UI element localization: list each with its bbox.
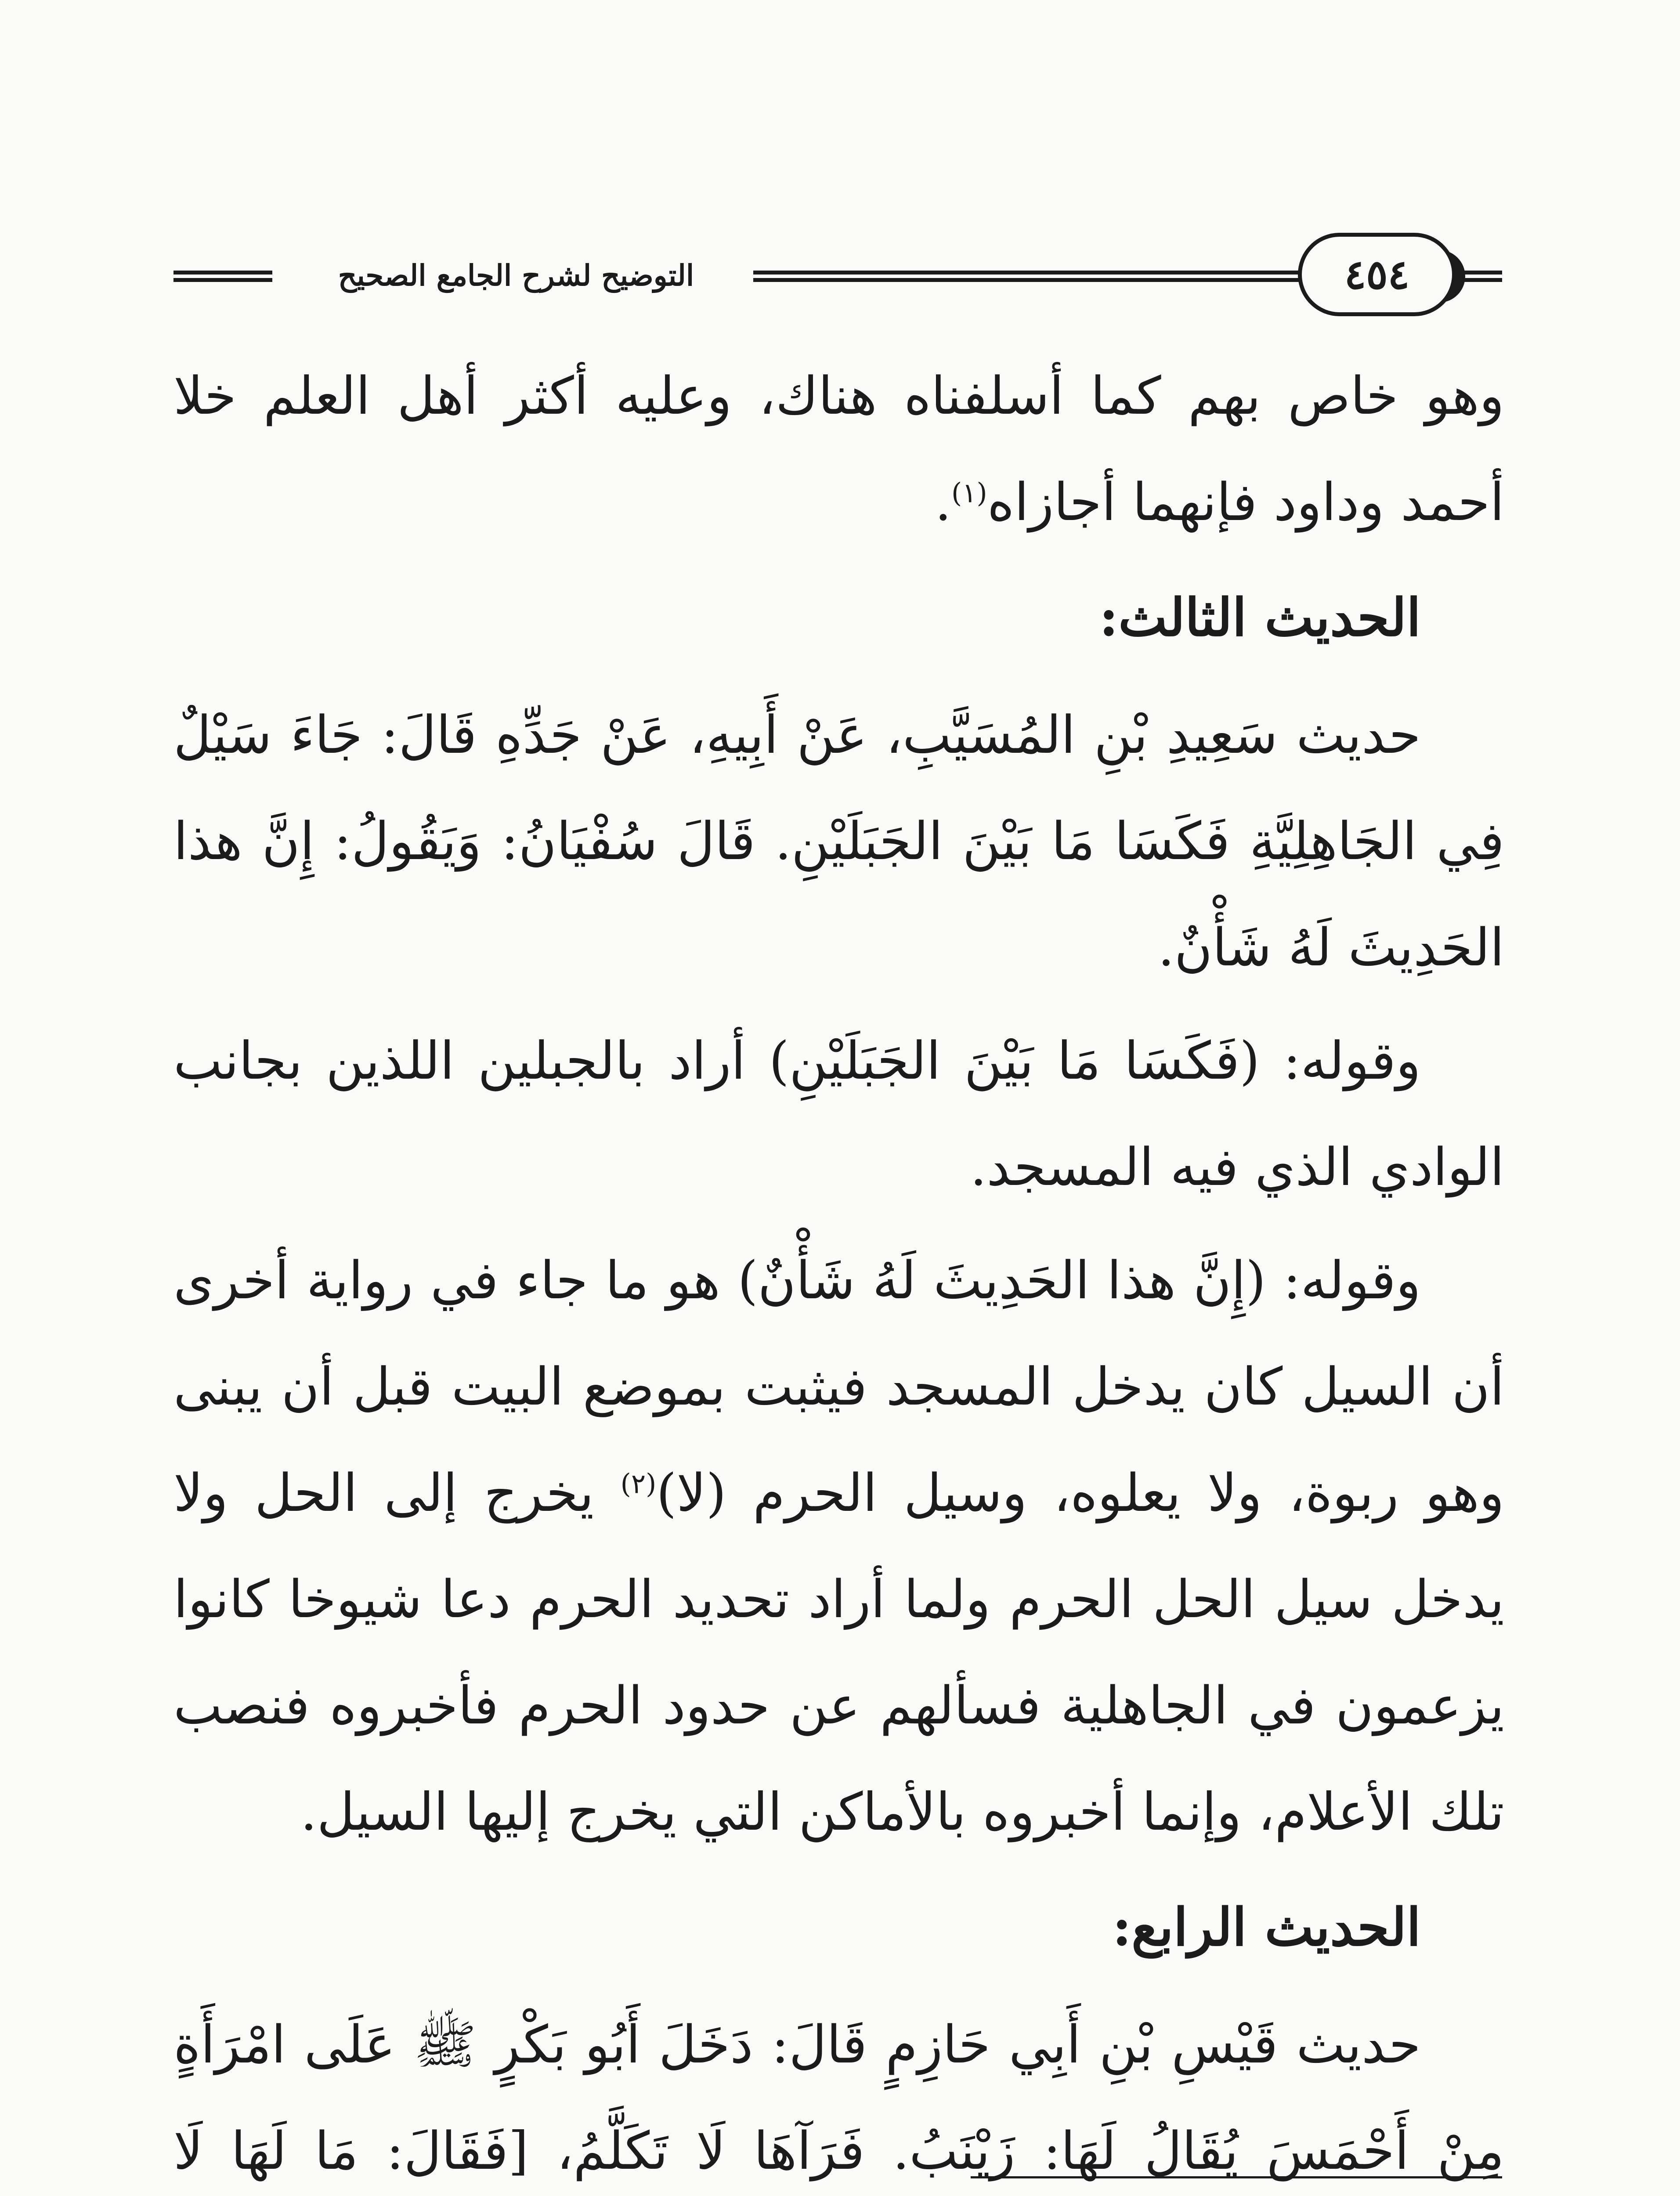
main-text — [173, 343, 1504, 2196]
paragraph — [173, 1227, 1504, 1865]
page-number-frame — [1298, 233, 1456, 316]
paragraph-text: وهو خاص بهم كما أسلفناه هناك، وعليه أكثر أهل العلم خلا أحمد وداود فإنهما أجازاه — [173, 365, 1504, 532]
footnote-ref: (٢) — [620, 1467, 657, 1500]
paragraph-text: حديث قَيْسِ بْنِ أَبِي حَازِمٍ قَالَ: دَخَلَ أَبُو بَكْرٍ ﷺ عَلَى امْرَأَةٍ مِنْ أَحْمَسَ يُقَالُ لَهَا: زَيْنَبُ. فَرَآهَا لَا تَكَلَّمُ، [فَقَالَ: مَا لَهَا لَا — [173, 2014, 1504, 2181]
footnote — [527, 2183, 1500, 2196]
footnote-ref: (١) — [951, 477, 987, 509]
footnote-number — [1438, 2183, 1500, 2196]
section-heading: الحديث الثالث: — [1099, 587, 1421, 648]
hadith-text — [173, 1991, 1504, 2196]
paragraph — [173, 343, 1504, 555]
paragraph-text: وقوله: (إِنَّ هذا الحَدِيثَ لَهُ شَأْنٌ) هو ما جاء في رواية أخرى أن السيل كان يدخل المسجد فيثبت بموضع البيت قبل أن يبنى وهو ربوة، ولا يعلوه، وسيل الحرم (لا) — [173, 1250, 1504, 1523]
paragraph-end: . — [935, 472, 951, 532]
paragraph: وقوله: (فَكَسَا مَا بَيْنَ الجَبَلَيْنِ) أراد بالجبلين اللذين بجانب الوادي الذي فيه المسجد. — [173, 1030, 1504, 1197]
book-title: التوضيح لشرح الجامع الصحيح — [338, 258, 694, 293]
page-number: ٤٥٤ — [1344, 251, 1410, 298]
hadith-text: حديث سَعِيدِ بْنِ المُسَيَّبِ، عَنْ أَبِيهِ، عَنْ جَدِّهِ قَالَ: جَاءَ سَيْلٌ فِي الجَاهِلِيَّةِ فَكَسَا مَا بَيْنَ الجَبَلَيْنِ. قَالَ سُفْيَانُ: وَيَقُولُ: إِنَّ هذا الحَدِيثَ لَهُ شَأْنٌ. — [173, 704, 1504, 978]
footnote-separator — [971, 2176, 1502, 2178]
running-header — [173, 233, 1502, 316]
paragraph-text: يخرج إلى الحل ولا يدخل سيل الحل الحرم ولما أراد تحديد الحرم دعا شيوخا كانوا يزعمون في الجاهلية فسألهم عن حدود الحرم فأخبروه فنصب تلك الأعلام، وإنما أخبروه بالأماكن التي يخرج إليها السيل. — [173, 1463, 1504, 1842]
footnotes — [527, 2183, 1500, 2196]
header-rule-left — [173, 271, 272, 282]
section-heading: الحديث الرابع: — [1112, 1896, 1421, 1958]
